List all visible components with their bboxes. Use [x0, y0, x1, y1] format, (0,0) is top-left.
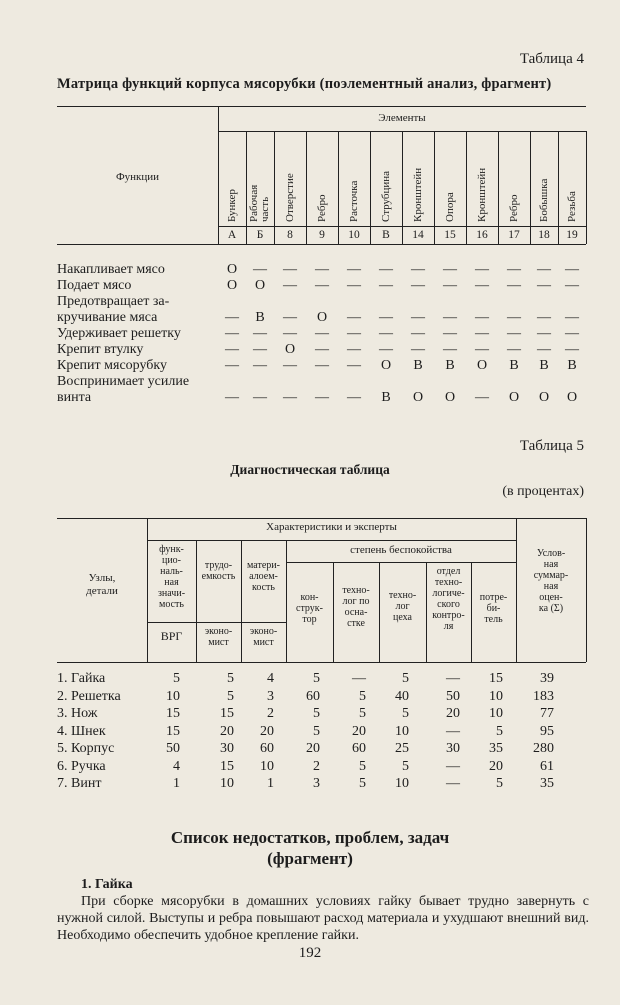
table5-cell: —	[446, 723, 460, 739]
table4-cell: В	[445, 358, 455, 373]
table4-column-code: 18	[538, 229, 550, 241]
table4-cell: —	[411, 342, 425, 357]
table5-cell: 5	[359, 758, 366, 774]
table5-rule-characteristics	[147, 540, 516, 541]
table4-cell: —	[315, 326, 329, 341]
table4-cell: —	[379, 278, 393, 293]
table4-cell: —	[253, 390, 267, 405]
table4-cell: —	[475, 390, 489, 405]
table4-column-code: 16	[476, 229, 488, 241]
table5-cell: 20	[220, 723, 234, 739]
table5-cell: 10	[260, 758, 274, 774]
table4-cell: —	[253, 358, 267, 373]
table4-cell: —	[283, 262, 297, 277]
table5-cell: 20	[446, 706, 460, 721]
table4-cell: —	[565, 310, 579, 325]
table5-row-label: 1. Гайка	[57, 671, 106, 686]
table4-column-code: 14	[412, 229, 424, 241]
table5-cell: 5	[313, 723, 320, 739]
table4-column-code: 19	[566, 229, 578, 241]
table4-cell: В	[509, 358, 519, 373]
table4-row-label: Крепит втулку	[57, 342, 144, 357]
table5-cell: 61	[540, 758, 554, 774]
table4-cell: —	[537, 262, 551, 277]
table5-cell: 10	[166, 688, 180, 704]
page-number: 192	[298, 945, 322, 961]
table5-nodes-header: Узлы, детали	[86, 572, 118, 597]
table5-cell: 50	[446, 688, 460, 704]
table5-cell: 10	[395, 776, 409, 791]
table4-cell: В	[381, 390, 391, 405]
table5-cell: 2	[267, 706, 274, 721]
table4-cell: —	[315, 342, 329, 357]
table5-cell: 10	[489, 706, 503, 721]
table4-cell: —	[475, 310, 489, 325]
table5-cell: 5	[227, 688, 234, 704]
table4-cell: —	[507, 326, 521, 341]
table5-cell: 1	[267, 776, 274, 791]
table4-cell: —	[475, 262, 489, 277]
table4-column-name: Отверстие	[284, 173, 296, 222]
table5-column-header: техно- лог цеха	[388, 590, 417, 623]
table4-column-name: Расточка	[348, 180, 360, 222]
table5-row-label: 4. Шнек	[57, 723, 106, 739]
table4-cell: —	[565, 326, 579, 341]
table4-cell: —	[537, 278, 551, 293]
table4-row-label: Предотвращает за-	[57, 294, 170, 309]
table5-cell: 15	[220, 758, 234, 774]
table4-cell: О	[284, 342, 296, 357]
table4-cell: О	[508, 390, 520, 405]
table4-cell: —	[315, 278, 329, 293]
table5-cell: 5	[313, 706, 320, 721]
table4-col-divider	[402, 131, 403, 244]
table4-cell: —	[411, 278, 425, 293]
table5-column-header: трудо- емкость	[201, 560, 236, 582]
table5-column-header: отдел техно- логиче- ского контро- ля	[432, 566, 465, 632]
table4-cell: —	[253, 342, 267, 357]
table4-row-label: Подает мясо	[57, 278, 132, 293]
table4-cell: О	[476, 358, 488, 373]
table4-cell: —	[283, 358, 297, 373]
table4-cell: —	[475, 342, 489, 357]
table5-row-label: 2. Решетка	[57, 688, 121, 704]
table5-title: Диагностическая таблица	[230, 462, 390, 477]
table5-cell: 30	[446, 741, 460, 756]
table5-cell: 5	[173, 671, 180, 686]
table4-column-name: Ребро	[508, 194, 520, 222]
table5-row-label: 7. Винт	[57, 776, 102, 791]
section-title-line2: (фрагмент)	[267, 849, 353, 868]
table4-cell: —	[565, 262, 579, 277]
table5-column-header: потре- би- тель	[479, 592, 508, 625]
table5-cell: 35	[489, 741, 503, 756]
table5-cell: 5	[402, 706, 409, 721]
table4-cell: —	[507, 342, 521, 357]
table4-cell: —	[537, 310, 551, 325]
table5-characteristics-header: Характеристики и эксперты	[266, 521, 397, 533]
table4-col-divider	[466, 131, 467, 244]
table5-cell: 25	[395, 741, 409, 756]
table5-cell: 4	[267, 671, 274, 686]
table4-col-divider	[370, 131, 371, 244]
table5-units: (в процентах)	[502, 484, 584, 499]
table4-column-name: Кронштейн	[412, 167, 424, 222]
table5-cell: 15	[489, 671, 503, 686]
table4-cell: О	[316, 310, 328, 325]
table5-concern-header: степень беспокойства	[350, 544, 452, 556]
table4-cell: В	[567, 358, 577, 373]
table4-cell: —	[225, 342, 239, 357]
table5-cell: 77	[540, 706, 554, 721]
table4-column-name: Резьба	[566, 191, 578, 222]
table5-rule-concern	[286, 562, 516, 563]
table4-cell: —	[315, 390, 329, 405]
table4-rule-header-bottom	[57, 244, 586, 245]
table4-cell: —	[253, 262, 267, 277]
table4-col-divider	[338, 131, 339, 244]
table4-cell: О	[380, 358, 392, 373]
table5-expert-label: эконо- мист	[204, 626, 233, 648]
table5-cell: 60	[260, 741, 274, 756]
table4-cell: —	[565, 278, 579, 293]
table4-column-name: Опора	[444, 192, 456, 222]
table5-cell: 39	[540, 671, 554, 686]
table4-cell: —	[379, 342, 393, 357]
table4-column-name: Струбцина	[380, 171, 392, 222]
table4-title: Матрица функций корпуса мясорубки (поэлементный анализ, фрагмент)	[57, 76, 552, 92]
table4-cell: О	[444, 390, 456, 405]
table5-cell: 5	[496, 723, 503, 739]
table4-column-name: Рабочая часть	[248, 184, 271, 222]
table4-cell: —	[379, 310, 393, 325]
table4-col-divider	[530, 131, 531, 244]
table5-cell: 10	[220, 776, 234, 791]
table5-cell: 280	[533, 741, 554, 756]
table5-expert-label: эконо- мист	[249, 626, 278, 648]
table4-row-label: Удерживает решетку	[57, 326, 181, 341]
table4-cell: —	[347, 326, 361, 341]
section-paragraph: При сборке мясорубки в домашних условиях гайку бывает трудно завернуть с нужной силой. Выступы и ребра повышают расход материала и ухудшают внешний вид. Необходимо обеспечить удобное крепление гайки.	[57, 894, 589, 943]
table4-cell: —	[253, 326, 267, 341]
table4-col-divider	[246, 131, 247, 244]
table4-col-divider	[274, 131, 275, 244]
table4-cell: —	[475, 278, 489, 293]
table4-column-code: 8	[287, 229, 293, 241]
table5-cell: 5	[402, 758, 409, 774]
table4-cell: О	[226, 278, 238, 293]
table5-cell: 95	[540, 723, 554, 739]
table4-cell: —	[537, 326, 551, 341]
table4-cell: В	[255, 310, 265, 325]
table5-cell: 15	[166, 706, 180, 721]
table5-rule-top	[57, 518, 586, 519]
table4-cell: —	[283, 390, 297, 405]
table5-cell: 20	[352, 723, 366, 739]
table4-cell: —	[347, 342, 361, 357]
table5-column-header: техно- лог по осна- стке	[342, 585, 370, 629]
table4-column-name: Бобышка	[538, 178, 550, 222]
table4-cell: —	[315, 262, 329, 277]
table4-cell: —	[411, 326, 425, 341]
table4-column-code: 9	[319, 229, 325, 241]
table5-caption: Таблица 5	[519, 438, 584, 454]
table4-cell: —	[225, 390, 239, 405]
table4-cell: —	[347, 310, 361, 325]
table5-cell: 3	[267, 688, 274, 704]
table4-col-divider	[498, 131, 499, 244]
table4-cell: —	[283, 278, 297, 293]
table5-cell: 4	[173, 758, 180, 774]
table4-col-divider	[434, 131, 435, 244]
table5-cell: 20	[306, 741, 320, 756]
table4-col-divider	[586, 131, 587, 244]
table5-cell: 40	[395, 688, 409, 704]
table5-row-label: 6. Ручка	[57, 758, 106, 774]
table5-row-label: 5. Корпус	[57, 741, 115, 756]
table5-cell: 50	[166, 741, 180, 756]
table4-column-code: В	[382, 229, 390, 241]
table4-cell: —	[347, 278, 361, 293]
table5-cell: 3	[313, 776, 320, 791]
table5-column-header: кон- струк- тор	[296, 592, 323, 625]
table4-cell: —	[283, 310, 297, 325]
table4-column-code: 10	[348, 229, 360, 241]
table4-column-name: Кронштейн	[476, 167, 488, 222]
table4-column-code: 17	[508, 229, 520, 241]
table5-expert-label: ВРГ	[160, 629, 183, 643]
table4-functions-header: Функции	[115, 171, 160, 183]
table4-row-label: Воспринимает усилие	[57, 374, 190, 389]
table4-rule-top	[57, 106, 586, 107]
table4-cell: —	[443, 262, 457, 277]
table4-cell: —	[315, 358, 329, 373]
table4-cell: —	[225, 326, 239, 341]
table4-column-name: Бункер	[226, 189, 238, 222]
table4-cell: —	[507, 262, 521, 277]
table4-cell: О	[566, 390, 578, 405]
table5-cell: 10	[395, 723, 409, 739]
table4-cell: —	[347, 390, 361, 405]
table4-row-label: винта	[57, 390, 92, 405]
table4-column-code: 15	[444, 229, 456, 241]
table4-cell: —	[411, 262, 425, 277]
table4-cell: —	[507, 310, 521, 325]
table5-col-divider	[586, 518, 587, 662]
table5-cell: 20	[260, 723, 274, 739]
table4-cell: —	[347, 358, 361, 373]
table4-cell: —	[443, 278, 457, 293]
table5-cell: —	[446, 671, 460, 686]
table4-cell: —	[443, 310, 457, 325]
table4-cell: О	[254, 278, 266, 293]
table4-cell: О	[226, 262, 238, 277]
table5-cell: 183	[533, 688, 554, 704]
table5-cell: 5	[402, 671, 409, 686]
table4-column-name: Ребро	[316, 194, 328, 222]
table4-cell: —	[283, 326, 297, 341]
table5-cell: 5	[496, 776, 503, 791]
table5-cell: 60	[306, 688, 320, 704]
table4-row-label: Крепит мясорубку	[57, 358, 168, 373]
table4-elements-header: Элементы	[378, 112, 426, 124]
table5-cell: 20	[489, 758, 503, 774]
table5-cell: 30	[220, 741, 234, 756]
table5-cell: 2	[313, 758, 320, 774]
table5-cell: 15	[220, 706, 234, 721]
table5-sum-header: Услов- ная суммар- ная оцен- ка (Σ)	[533, 548, 569, 614]
table4-cell: —	[379, 326, 393, 341]
table4-cell: —	[379, 262, 393, 277]
table4-cell: —	[443, 326, 457, 341]
table5-row-label: 3. Нож	[57, 706, 98, 721]
table5-cell: —	[446, 758, 460, 774]
table4-cell: —	[443, 342, 457, 357]
table4-row-label: кручивание мяса	[57, 310, 158, 325]
table4-cell: О	[412, 390, 424, 405]
section-title-line1: Список недостатков, проблем, задач	[170, 828, 450, 847]
table4-col-divider	[558, 131, 559, 244]
table4-column-code: А	[227, 229, 237, 241]
table5-cell: —	[352, 671, 366, 686]
table5-rule-header-bottom	[57, 662, 586, 663]
table4-cell: —	[565, 342, 579, 357]
table4-cell: —	[475, 326, 489, 341]
table5-cell: 5	[227, 671, 234, 686]
table4-cell: —	[225, 358, 239, 373]
table5-column-header: матери- алоем- кость	[247, 560, 280, 593]
table5-cell: 1	[173, 776, 180, 791]
table5-cell: 5	[313, 671, 320, 686]
table4-cell: В	[413, 358, 423, 373]
table5-cell: 5	[359, 706, 366, 721]
table4-cell: —	[225, 310, 239, 325]
table5-cell: 15	[166, 723, 180, 739]
table4-col-divider	[306, 131, 307, 244]
table5-rule-experts	[147, 622, 286, 623]
table5-cell: 5	[359, 688, 366, 704]
table4-col-divider	[218, 106, 219, 244]
table4-cell: —	[347, 262, 361, 277]
table4-cell: —	[411, 310, 425, 325]
section-subheading: 1. Гайка	[81, 877, 133, 892]
table4-cell: О	[538, 390, 550, 405]
table5-cell: 60	[352, 741, 366, 756]
table5-column-header: функ- цио- наль- ная значи- мость	[157, 544, 186, 610]
table5-cell: 5	[359, 776, 366, 791]
table4-cell: —	[537, 342, 551, 357]
table5-cell: —	[446, 776, 460, 791]
table5-cell: 35	[540, 776, 554, 791]
table4-column-code: Б	[256, 229, 264, 241]
table4-caption: Таблица 4	[519, 51, 584, 67]
table4-cell: В	[539, 358, 549, 373]
table4-row-label: Накапливает мясо	[57, 262, 165, 277]
table4-cell: —	[507, 278, 521, 293]
table5-cell: 10	[489, 688, 503, 704]
